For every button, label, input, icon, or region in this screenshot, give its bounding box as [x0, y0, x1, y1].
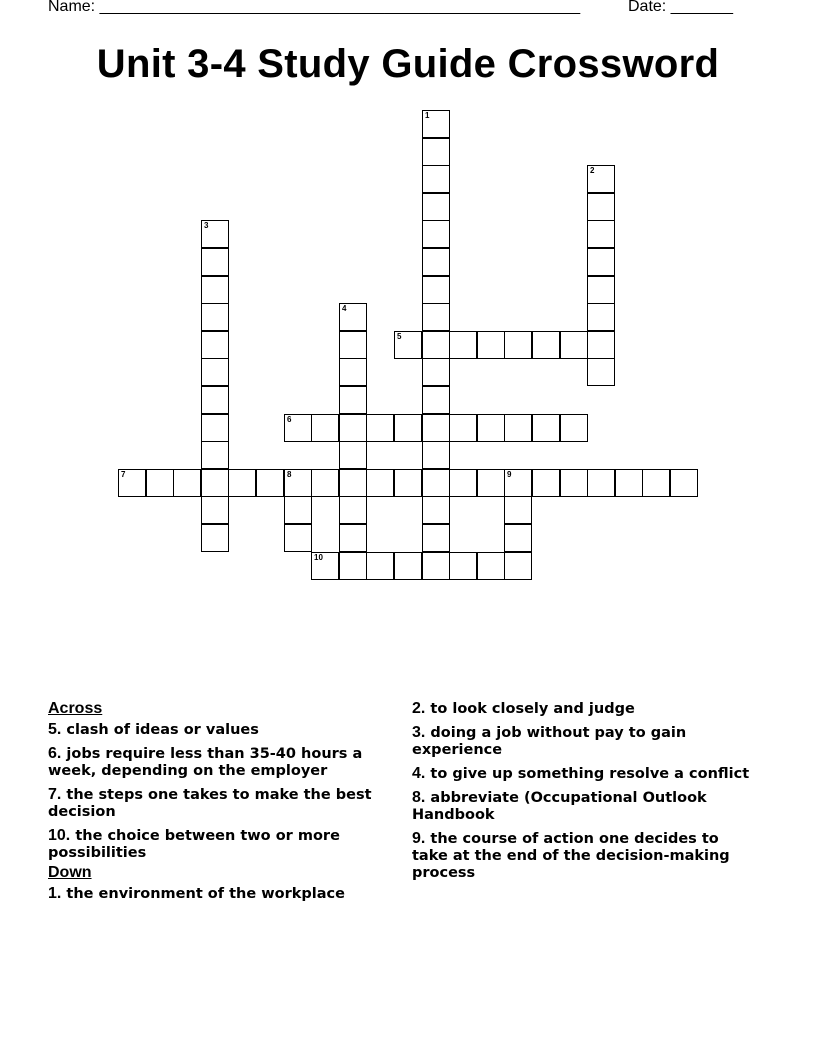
grid-cell[interactable] [449, 414, 477, 442]
across-heading: Across [48, 700, 103, 717]
grid-cell[interactable] [146, 469, 174, 497]
cell-number: 8 [287, 470, 292, 479]
grid-cell[interactable] [477, 552, 505, 580]
clue-down-8 [412, 789, 757, 824]
grid-cell[interactable] [118, 469, 146, 497]
grid-cell[interactable] [587, 193, 615, 221]
cell-number: 10 [314, 553, 323, 562]
grid-cell[interactable] [532, 414, 560, 442]
clue-down-1 [48, 885, 388, 903]
grid-cell[interactable] [339, 441, 367, 469]
grid-cell[interactable] [504, 469, 532, 497]
grid-cell[interactable] [339, 414, 367, 442]
grid-cell[interactable] [201, 386, 229, 414]
grid-cell[interactable] [422, 193, 450, 221]
clue-text: clash of ideas or values [66, 722, 259, 738]
grid-cell[interactable] [422, 496, 450, 524]
grid-cell[interactable] [449, 331, 477, 359]
grid-cell[interactable] [477, 414, 505, 442]
grid-cell[interactable] [422, 303, 450, 331]
name-field: Name: ______________________________________________________ [48, 0, 581, 15]
grid-cell[interactable] [228, 469, 256, 497]
grid-cell[interactable] [311, 552, 339, 580]
grid-cell[interactable] [422, 110, 450, 138]
grid-cell[interactable] [422, 276, 450, 304]
grid-cell[interactable] [449, 469, 477, 497]
grid-cell[interactable] [532, 469, 560, 497]
clue-text: the course of action one decides to take at the end of the decision-making process [412, 831, 730, 881]
grid-cell[interactable] [504, 496, 532, 524]
grid-cell[interactable] [394, 552, 422, 580]
clue-number: 10. [48, 827, 71, 844]
down-heading: Down [48, 864, 92, 881]
grid-cell[interactable] [394, 414, 422, 442]
clue-text: the choice between two or more possibilities [48, 828, 340, 861]
grid-cell[interactable] [394, 331, 422, 359]
cell-number: 6 [287, 415, 292, 424]
grid-cell[interactable] [670, 469, 698, 497]
clue-number: 8. [412, 789, 426, 806]
grid-cell[interactable] [422, 469, 450, 497]
page-title: Unit 3-4 Study Guide Crossword [96, 42, 720, 86]
clue-down-2 [412, 700, 757, 718]
clue-number: 3. [412, 724, 426, 741]
grid-cell[interactable] [201, 303, 229, 331]
grid-cell[interactable] [449, 552, 477, 580]
grid-cell[interactable] [477, 331, 505, 359]
grid-cell[interactable] [422, 165, 450, 193]
grid-cell[interactable] [339, 303, 367, 331]
grid-cell[interactable] [201, 441, 229, 469]
grid-cell[interactable] [311, 414, 339, 442]
clue-down-3 [412, 724, 757, 759]
clue-number: 7. [48, 786, 62, 803]
grid-cell[interactable] [201, 358, 229, 386]
clue-text: doing a job without pay to gain experience [412, 725, 687, 758]
cell-number: 4 [342, 304, 347, 313]
grid-cell[interactable] [366, 552, 394, 580]
cell-number: 1 [425, 111, 430, 120]
grid-cell[interactable] [615, 469, 643, 497]
grid-cell[interactable] [256, 469, 284, 497]
grid-cell[interactable] [587, 358, 615, 386]
grid-cell[interactable] [422, 358, 450, 386]
clue-number: 9. [412, 830, 426, 847]
grid-cell[interactable] [422, 524, 450, 552]
grid-cell[interactable] [366, 469, 394, 497]
grid-cell[interactable] [173, 469, 201, 497]
grid-cell[interactable] [339, 524, 367, 552]
clue-text: jobs require less than 35-40 hours a week, depending on the employer [48, 746, 363, 779]
grid-cell[interactable] [587, 276, 615, 304]
grid-cell[interactable] [284, 524, 312, 552]
clues-column-right [412, 700, 757, 888]
date-field: Date: _______ [628, 0, 733, 15]
grid-cell[interactable] [504, 552, 532, 580]
grid-cell[interactable] [422, 414, 450, 442]
grid-cell[interactable] [422, 441, 450, 469]
clue-text: the steps one takes to make the best decision [48, 787, 372, 820]
grid-cell[interactable] [422, 386, 450, 414]
grid-cell[interactable] [422, 220, 450, 248]
grid-cell[interactable] [587, 303, 615, 331]
grid-cell[interactable] [422, 138, 450, 166]
grid-cell[interactable] [201, 524, 229, 552]
grid-cell[interactable] [560, 469, 588, 497]
grid-cell[interactable] [311, 469, 339, 497]
grid-cell[interactable] [587, 248, 615, 276]
clue-number: 6. [48, 745, 62, 762]
clue-number: 1. [48, 885, 62, 902]
cell-number: 3 [204, 221, 209, 230]
clue-across-6 [48, 745, 388, 780]
grid-cell[interactable] [201, 220, 229, 248]
grid-cell[interactable] [339, 552, 367, 580]
grid-cell[interactable] [201, 248, 229, 276]
clue-text: to give up something resolve a conflict [430, 766, 750, 782]
grid-cell[interactable] [477, 469, 505, 497]
clue-across-7 [48, 786, 388, 821]
cell-number: 2 [590, 166, 595, 175]
clue-across-10 [48, 827, 388, 862]
grid-cell[interactable] [201, 331, 229, 359]
clue-across-5 [48, 721, 388, 739]
grid-cell[interactable] [587, 220, 615, 248]
clue-number: 4. [412, 765, 426, 782]
grid-cell[interactable] [366, 414, 394, 442]
grid-cell[interactable] [201, 496, 229, 524]
grid-cell[interactable] [587, 469, 615, 497]
grid-cell[interactable] [339, 496, 367, 524]
grid-cell[interactable] [504, 331, 532, 359]
grid-cell[interactable] [504, 524, 532, 552]
clue-text: abbreviate (Occupational Outlook Handbook [412, 790, 707, 823]
grid-cell[interactable] [587, 165, 615, 193]
grid-cell[interactable] [339, 358, 367, 386]
clue-text: the environment of the workplace [66, 886, 345, 902]
grid-cell[interactable] [201, 276, 229, 304]
grid-cell[interactable] [394, 469, 422, 497]
grid-cell[interactable] [201, 469, 229, 497]
grid-cell[interactable] [642, 469, 670, 497]
grid-cell[interactable] [284, 469, 312, 497]
grid-cell[interactable] [560, 414, 588, 442]
clue-down-4 [412, 765, 757, 783]
clue-number: 5. [48, 721, 62, 738]
clue-down-9 [412, 830, 757, 882]
grid-cell[interactable] [339, 331, 367, 359]
cell-number: 5 [397, 332, 402, 341]
cell-number: 7 [121, 470, 126, 479]
grid-cell[interactable] [504, 414, 532, 442]
grid-cell[interactable] [339, 469, 367, 497]
clues-column-left [48, 700, 388, 909]
grid-cell[interactable] [201, 414, 229, 442]
cell-number: 9 [507, 470, 512, 479]
grid-cell[interactable] [587, 331, 615, 359]
grid-cell[interactable] [560, 331, 588, 359]
grid-cell[interactable] [422, 331, 450, 359]
grid-cell[interactable] [339, 386, 367, 414]
grid-cell[interactable] [532, 331, 560, 359]
grid-cell[interactable] [422, 248, 450, 276]
clue-number: 2. [412, 700, 426, 717]
clue-text: to look closely and judge [430, 701, 635, 717]
grid-cell[interactable] [422, 552, 450, 580]
grid-cell[interactable] [284, 496, 312, 524]
grid-cell[interactable] [284, 414, 312, 442]
